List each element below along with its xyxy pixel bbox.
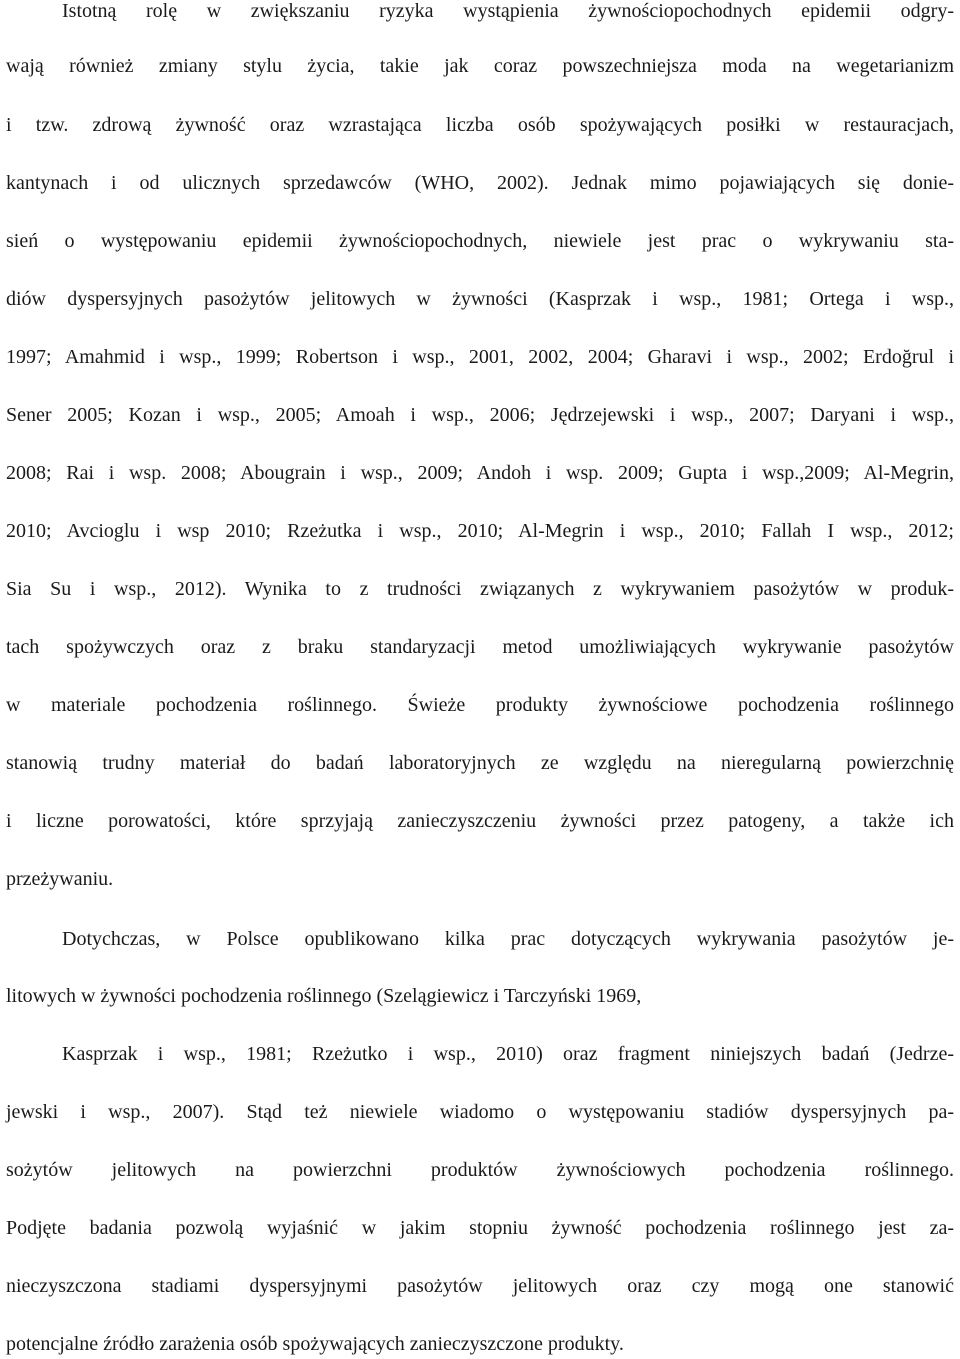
text-line: Istotną rolę w zwiększaniu ryzyka wystąpienia żywnościopochodnych epidemii odgry- xyxy=(62,0,954,22)
text-line: 2008; Rai i wsp. 2008; Abougrain i wsp., 2009; Andoh i wsp. 2009; Gupta i wsp.,2009; Al-Megrin, xyxy=(6,462,954,484)
text-line: w materiale pochodzenia roślinnego. Świeże produkty żywnościowe pochodzenia roślinnego xyxy=(6,694,954,716)
text-line: jewski i wsp., 2007). Stąd też niewiele wiadomo o występowaniu stadiów dyspersyjnych pa- xyxy=(6,1101,954,1123)
text-line: Sia Su i wsp., 2012). Wynika to z trudności związanych z wykrywaniem pasożytów w produk- xyxy=(6,578,954,600)
text-line: potencjalne źródło zarażenia osób spożywających zanieczyszczone produkty. xyxy=(6,1333,624,1355)
text-line: Sener 2005; Kozan i wsp., 2005; Amoah i wsp., 2006; Jędrzejewski i wsp., 2007; Daryani i wsp., xyxy=(6,404,954,426)
text-line: diów dyspersyjnych pasożytów jelitowych w żywności (Kasprzak i wsp., 1981; Ortega i wsp., xyxy=(6,288,954,310)
text-line: tach spożywczych oraz z braku standaryzacji metod umożliwiających wykrywanie pasożytów xyxy=(6,636,954,658)
text-line: Kasprzak i wsp., 1981; Rzeżutko i wsp., 2010) oraz fragment niniejszych badań (Jedrze- xyxy=(62,1043,954,1065)
text-line: kantynach i od ulicznych sprzedawców (WHO, 2002). Jednak mimo pojawiających się donie- xyxy=(6,172,954,194)
text-line: 1997; Amahmid i wsp., 1999; Robertson i wsp., 2001, 2002, 2004; Gharavi i wsp., 2002; Erdoğrul i xyxy=(6,346,954,368)
text-line: litowych w żywności pochodzenia roślinnego (Szelągiewicz i Tarczyński 1969, xyxy=(6,985,642,1007)
text-line: sień o występowaniu epidemii żywnościopochodnych, niewiele jest prac o wykrywaniu sta- xyxy=(6,230,954,252)
text-line: i tzw. zdrową żywność oraz wzrastająca liczba osób spożywających posiłki w restauracjach, xyxy=(6,114,954,136)
text-line: i liczne porowatości, które sprzyjają zanieczyszczeniu żywności przez patogeny, a także ich xyxy=(6,810,954,832)
text-line: wają również zmiany stylu życia, takie jak coraz powszechniejsza moda na wegetarianizm xyxy=(6,55,954,77)
text-line: przeżywaniu. xyxy=(6,868,114,890)
text-line: stanowią trudny materiał do badań laboratoryjnych ze względu na nieregularną powierzchnię xyxy=(6,752,954,774)
text-line: Podjęte badania pozwolą wyjaśnić w jakim stopniu żywność pochodzenia roślinnego jest za- xyxy=(6,1217,954,1239)
text-line: nieczyszczona stadiami dyspersyjnymi pasożytów jelitowych oraz czy mogą one stanowić xyxy=(6,1275,954,1297)
text-line: 2010; Avcioglu i wsp 2010; Rzeżutka i wsp., 2010; Al-Megrin i wsp., 2010; Fallah I wsp., 2012; xyxy=(6,520,954,542)
text-line: Dotychczas, w Polsce opublikowano kilka prac dotyczących wykrywania pasożytów je- xyxy=(62,928,954,950)
text-line: sożytów jelitowych na powierzchni produktów żywnościowych pochodzenia roślinnego. xyxy=(6,1159,954,1181)
